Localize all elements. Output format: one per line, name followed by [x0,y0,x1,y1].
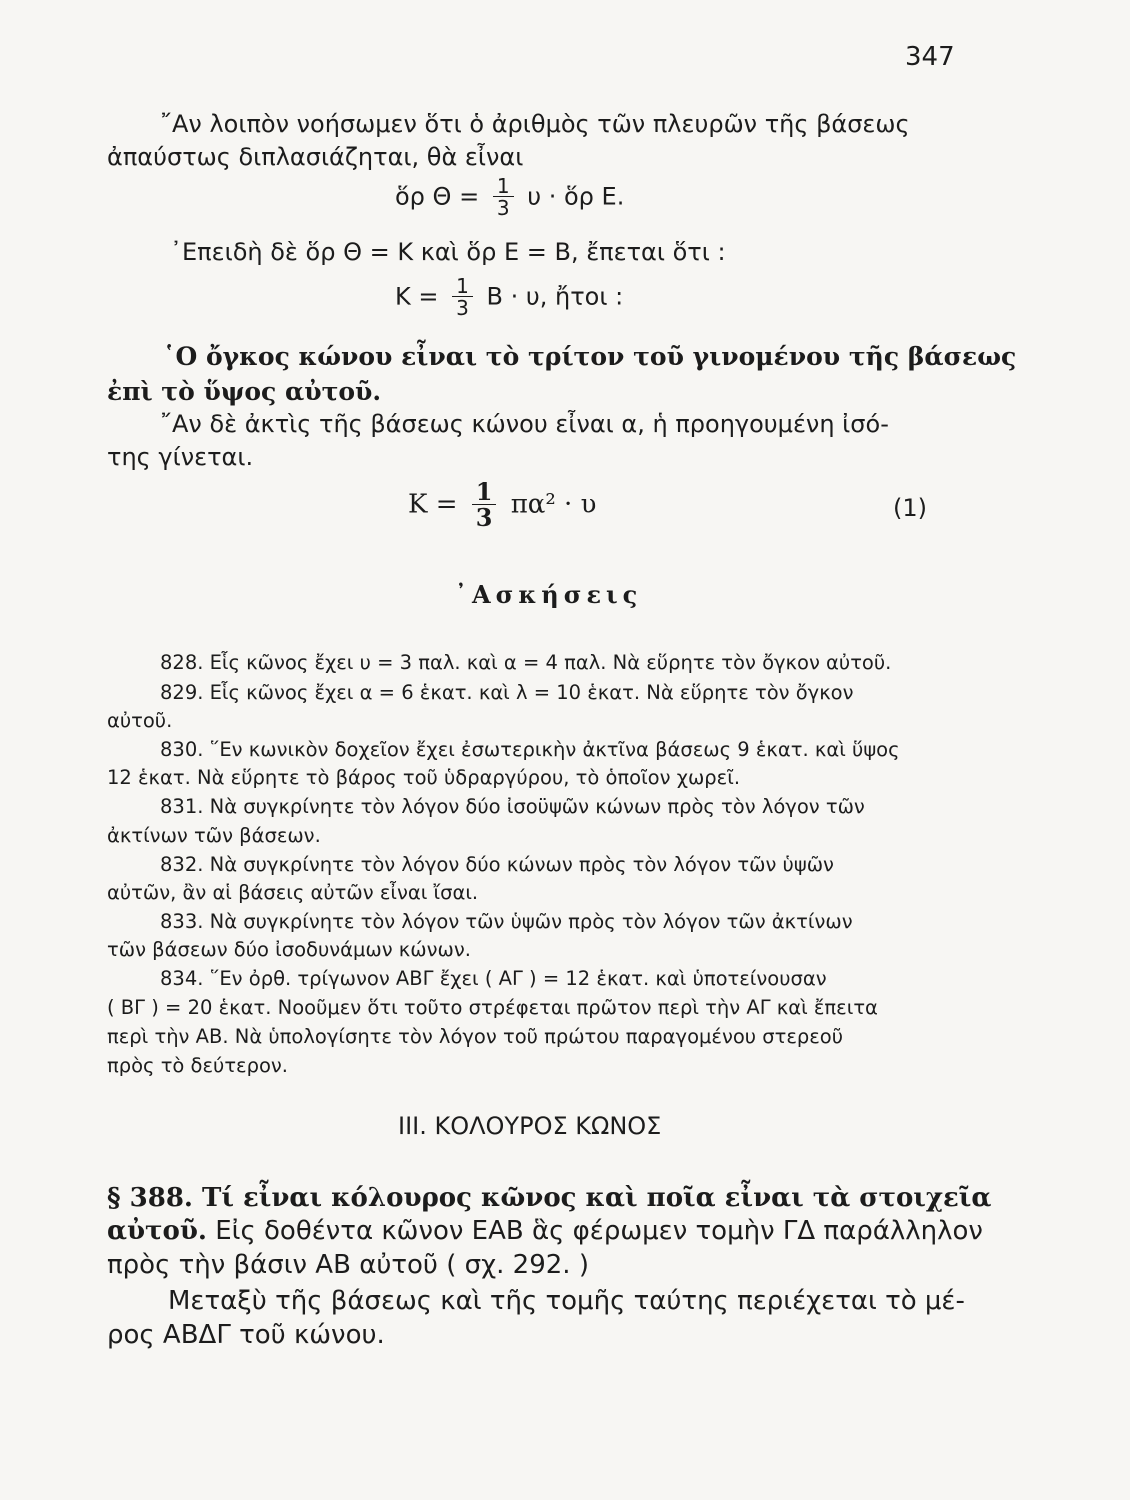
formula-3-right: πα² · υ [510,489,597,520]
formula-1-right: υ · ὅρ Ε. [527,182,625,211]
section-heading: ΙΙΙ. ΚΟΛΟΥΡΟΣ ΚΩΝΟΣ [398,1112,662,1140]
exercises-heading: ᾿Ασκήσεις [455,580,643,609]
paragraph-1-line-2: ἀπαύστως διπλασιάζηται, θὰ εἶναι [107,143,524,171]
formula-2-left: Κ = [395,282,439,311]
exercise-832-line-2: αὐτῶν, ἂν αἱ βάσεις αὐτῶν εἶναι ἴσαι. [107,881,479,904]
exercise-832-line-1: 832. Νὰ συγκρίνητε τὸν λόγον δύο κώνων πρὸς τὸν λόγον τῶν ὑψῶν [160,853,834,876]
formula-1-left: ὅρ Θ = [395,182,480,211]
formula-3-left: Κ = [408,489,458,520]
formula-2-numerator: 1 [452,276,473,297]
section-388-line-3: πρὸς τὴν βάσιν ΑΒ αὐτοῦ ( σχ. 292. ) [107,1250,589,1280]
exercise-829-line-2: αὐτοῦ. [107,709,173,732]
section-388-text-1: Εἰς δοθέντα κῶνον ΕΑΒ ἃς φέρωμεν τομὴν ΓΔ παράλληλον [206,1216,983,1246]
exercise-834-line-3: περὶ τὴν ΑΒ. Νὰ ὑπολογίσητε τὸν λόγον τοῦ πρώτου παραγομένου στερεοῦ [107,1025,844,1048]
formula-3 [408,477,597,532]
formula-3-numerator: 1 [472,480,497,505]
paragraph-1-line-1: ῎Αν λοιπὸν νοήσωμεν ὅτι ὁ ἀριθμὸς τῶν πλευρῶν τῆς βάσεως [160,110,910,138]
formula-3-denominator: 3 [475,503,493,532]
exercise-829-line-1: 829. Εἷς κῶνος ἔχει α = 6 ἑκατ. καὶ λ = 10 ἑκατ. Νὰ εὕρητε τὸν ὄγκον [160,681,854,704]
formula-2-right: Β · υ, ἤτοι : [486,282,624,311]
exercise-833-line-2: τῶν βάσεων δύο ἰσοδυνάμων κώνων. [107,938,471,961]
formula-2 [395,276,623,319]
formula-1-numerator: 1 [493,176,514,197]
section-388-title-end: αὐτοῦ. [107,1216,207,1246]
paragraph-3-line-2: της γίνεται. [107,443,254,471]
section-388-title: § 388. Τί εἶναι κόλουρος κῶνος καὶ ποῖα εἶναι τὰ στοιχεῖα [107,1183,992,1213]
section-388-line-1 [107,1183,991,1214]
exercise-830-line-2: 12 ἑκατ. Νὰ εὕρητε τὸ βάρος τοῦ ὑδραργύρου, τὸ ὁποῖον χωρεῖ. [107,766,741,789]
section-388-line-4: Μεταξὺ τῆς βάσεως καὶ τῆς τομῆς ταύτης περιέχεται τὸ μέ- [168,1286,965,1316]
page-number: 347 [905,42,955,72]
formula-3-fraction [472,477,497,532]
exercise-831-line-1: 831. Νὰ συγκρίνητε τὸν λόγον δύο ἰσοϋψῶν κώνων πρὸς τὸν λόγον τῶν [160,795,865,818]
paragraph-2-line: ᾿Επειδὴ δὲ ὅρ Θ = Κ καὶ ὅρ Ε = Β, ἔπεται ὅτι : [170,238,726,266]
exercise-833-line-1: 833. Νὰ συγκρίνητε τὸν λόγον τῶν ὑψῶν πρὸς τὸν λόγον τῶν ἀκτίνων [160,910,853,933]
exercise-834-line-1: 834. ῞Εν ὀρθ. τρίγωνον ΑΒΓ ἔχει ( ΑΓ ) = 12 ἑκατ. καὶ ὑποτείνουσαν [160,967,827,990]
formula-3-tag: (1) [893,494,927,522]
paragraph-3-line-1: ῎Αν δὲ ἀκτὶς τῆς βάσεως κώνου εἶναι α, ἡ προηγουμένη ἰσό- [160,410,889,438]
exercise-834-line-2: ( ΒΓ ) = 20 ἑκατ. Νοοῦμεν ὅτι τοῦτο στρέφεται πρῶτον περὶ τὴν ΑΓ καὶ ἔπειτα [107,996,878,1019]
exercise-834-line-4: πρὸς τὸ δεύτερον. [107,1054,288,1077]
theorem-line-1: ῾Ο ὄγκος κώνου εἶναι τὸ τρίτον τοῦ γινομένου τῆς βάσεως [163,342,1017,371]
formula-1-fraction [493,176,514,219]
theorem-line-2: ἐπὶ τὸ ὕψος αὐτοῦ. [107,377,382,406]
exercise-831-line-2: ἀκτίνων τῶν βάσεων. [107,824,321,847]
formula-1 [395,176,624,219]
section-388-line-2 [107,1216,983,1247]
section-388-line-5: ρος ΑΒΔΓ τοῦ κώνου. [107,1320,385,1350]
formula-1-denominator: 3 [496,196,510,220]
exercise-830-line-1: 830. ῞Εν κωνικὸν δοχεῖον ἔχει ἐσωτερικὴν ἀκτῖνα βάσεως 9 ἑκατ. καὶ ὕψος [160,738,900,761]
formula-2-denominator: 3 [456,296,469,320]
exercise-828: 828. Εἷς κῶνος ἔχει υ = 3 παλ. καὶ α = 4 παλ. Νὰ εὕρητε τὸν ὄγκον αὐτοῦ. [160,651,892,674]
formula-2-fraction [452,276,473,319]
